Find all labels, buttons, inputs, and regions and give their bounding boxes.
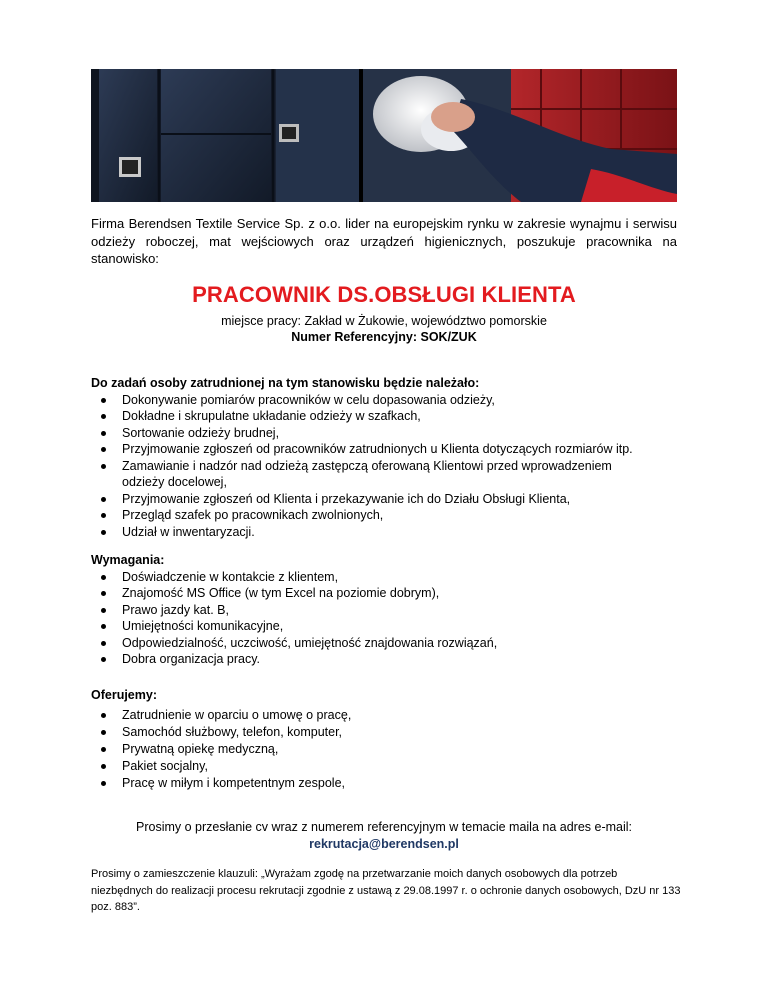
list-item: Udział w inwentaryzacji.	[91, 524, 691, 541]
offer-section	[91, 687, 691, 792]
duties-heading: Do zadań osoby zatrudnionej na tym stanowisku będzie należało:	[91, 376, 480, 390]
bullet-icon	[101, 575, 106, 580]
bullet-icon	[101, 764, 106, 769]
email-link[interactable]: rekrutacja@berendsen.pl	[309, 837, 459, 851]
list-item: Dokładne i skrupulatne układanie odzieży w szafkach,	[91, 408, 691, 425]
bullet-icon	[101, 730, 106, 735]
list-item: Dobra organizacja pracy.	[91, 651, 691, 668]
list-item: Przyjmowanie zgłoszeń od Klienta i przekazywanie ich do Działu Obsługi Klienta,	[91, 491, 691, 508]
list-item: Sortowanie odzieży brudnej,	[91, 425, 691, 442]
bullet-icon	[101, 713, 106, 718]
offer-list	[91, 707, 691, 792]
locker-photo-image	[91, 69, 677, 202]
bullet-icon	[101, 431, 106, 436]
offer-heading: Oferujemy:	[91, 688, 157, 702]
list-item: Pracę w miłym i kompetentnym zespole,	[91, 775, 691, 792]
list-item: Zamawianie i nadzór nad odzieżą zastępczą oferowaną Klientowi przed wprowadzeniem	[91, 458, 691, 475]
duties-list	[91, 392, 691, 541]
list-item: Znajomość MS Office (w tym Excel na poziomie dobrym),	[91, 585, 691, 602]
bullet-icon	[101, 624, 106, 629]
workplace-location: miejsce pracy: Zakład w Żukowie, województwo pomorskie	[221, 314, 547, 328]
bullet-icon	[101, 398, 106, 403]
list-item: Dokonywanie pomiarów pracowników w celu dopasowania odzieży,	[91, 392, 691, 409]
bullet-icon	[101, 747, 106, 752]
requirements-heading: Wymagania:	[91, 553, 165, 567]
list-item: Samochód służbowy, telefon, komputer,	[91, 724, 691, 741]
bullet-icon	[101, 513, 106, 518]
closing-text: Prosimy o przesłanie cv wraz z numerem referencyjnym w temacie maila na adres e-mail:	[136, 820, 632, 834]
list-item: Prywatną opiekę medyczną,	[91, 741, 691, 758]
list-item: Doświadczenie w kontakcie z klientem,	[91, 569, 691, 586]
list-item: Pakiet socjalny,	[91, 758, 691, 775]
intro-paragraph: Firma Berendsen Textile Service Sp. z o.o. lider na europejskim rynku w zakresie wynajmu i serwisu odzieży roboczej, mat wejściowych oraz urządzeń higienicznych, poszukuje pracownika na stanowisko:	[91, 216, 677, 266]
list-item: Umiejętności komunikacyjne,	[91, 618, 691, 635]
closing-block	[0, 819, 768, 853]
bullet-icon	[101, 414, 106, 419]
requirements-list	[91, 569, 691, 668]
list-item-continuation: odzieży docelowej,	[122, 475, 227, 489]
reference-number: Numer Referencyjny: SOK/ZUK	[291, 330, 477, 344]
bullet-icon	[101, 447, 106, 452]
list-item: Przegląd szafek po pracownikach zwolnionych,	[91, 507, 691, 524]
bullet-icon	[101, 497, 106, 502]
bullet-icon	[101, 781, 106, 786]
bullet-icon	[101, 608, 106, 613]
banner-photo	[91, 69, 677, 202]
job-title: PRACOWNIK DS.OBSŁUGI KLIENTA	[192, 282, 576, 307]
requirements-section	[91, 552, 691, 668]
list-item: Przyjmowanie zgłoszeń od pracowników zatrudnionych u Klienta dotyczących rozmiarów itp.	[91, 441, 691, 458]
bullet-icon	[101, 641, 106, 646]
list-item: Odpowiedzialność, uczciwość, umiejętność znajdowania rozwiązań,	[91, 635, 691, 652]
list-item: Zatrudnienie w oparciu o umowę o pracę,	[91, 707, 691, 724]
gdpr-clause: Prosimy o zamieszczenie klauzuli: „Wyrażam zgodę na przetwarzanie moich danych osobowych dla potrzeb niezbędnych do realizacji procesu rekrutacji zgodnie z ustawą z 29.08.1997 r. o ochronie danych osobowych, DzU nr 133 poz. 883”.	[91, 868, 681, 913]
bullet-icon	[101, 657, 106, 662]
bullet-icon	[101, 464, 106, 469]
bullet-icon	[101, 591, 106, 596]
list-item: Prawo jazdy kat. B,	[91, 602, 691, 619]
bullet-icon	[101, 530, 106, 535]
duties-section	[91, 375, 691, 540]
